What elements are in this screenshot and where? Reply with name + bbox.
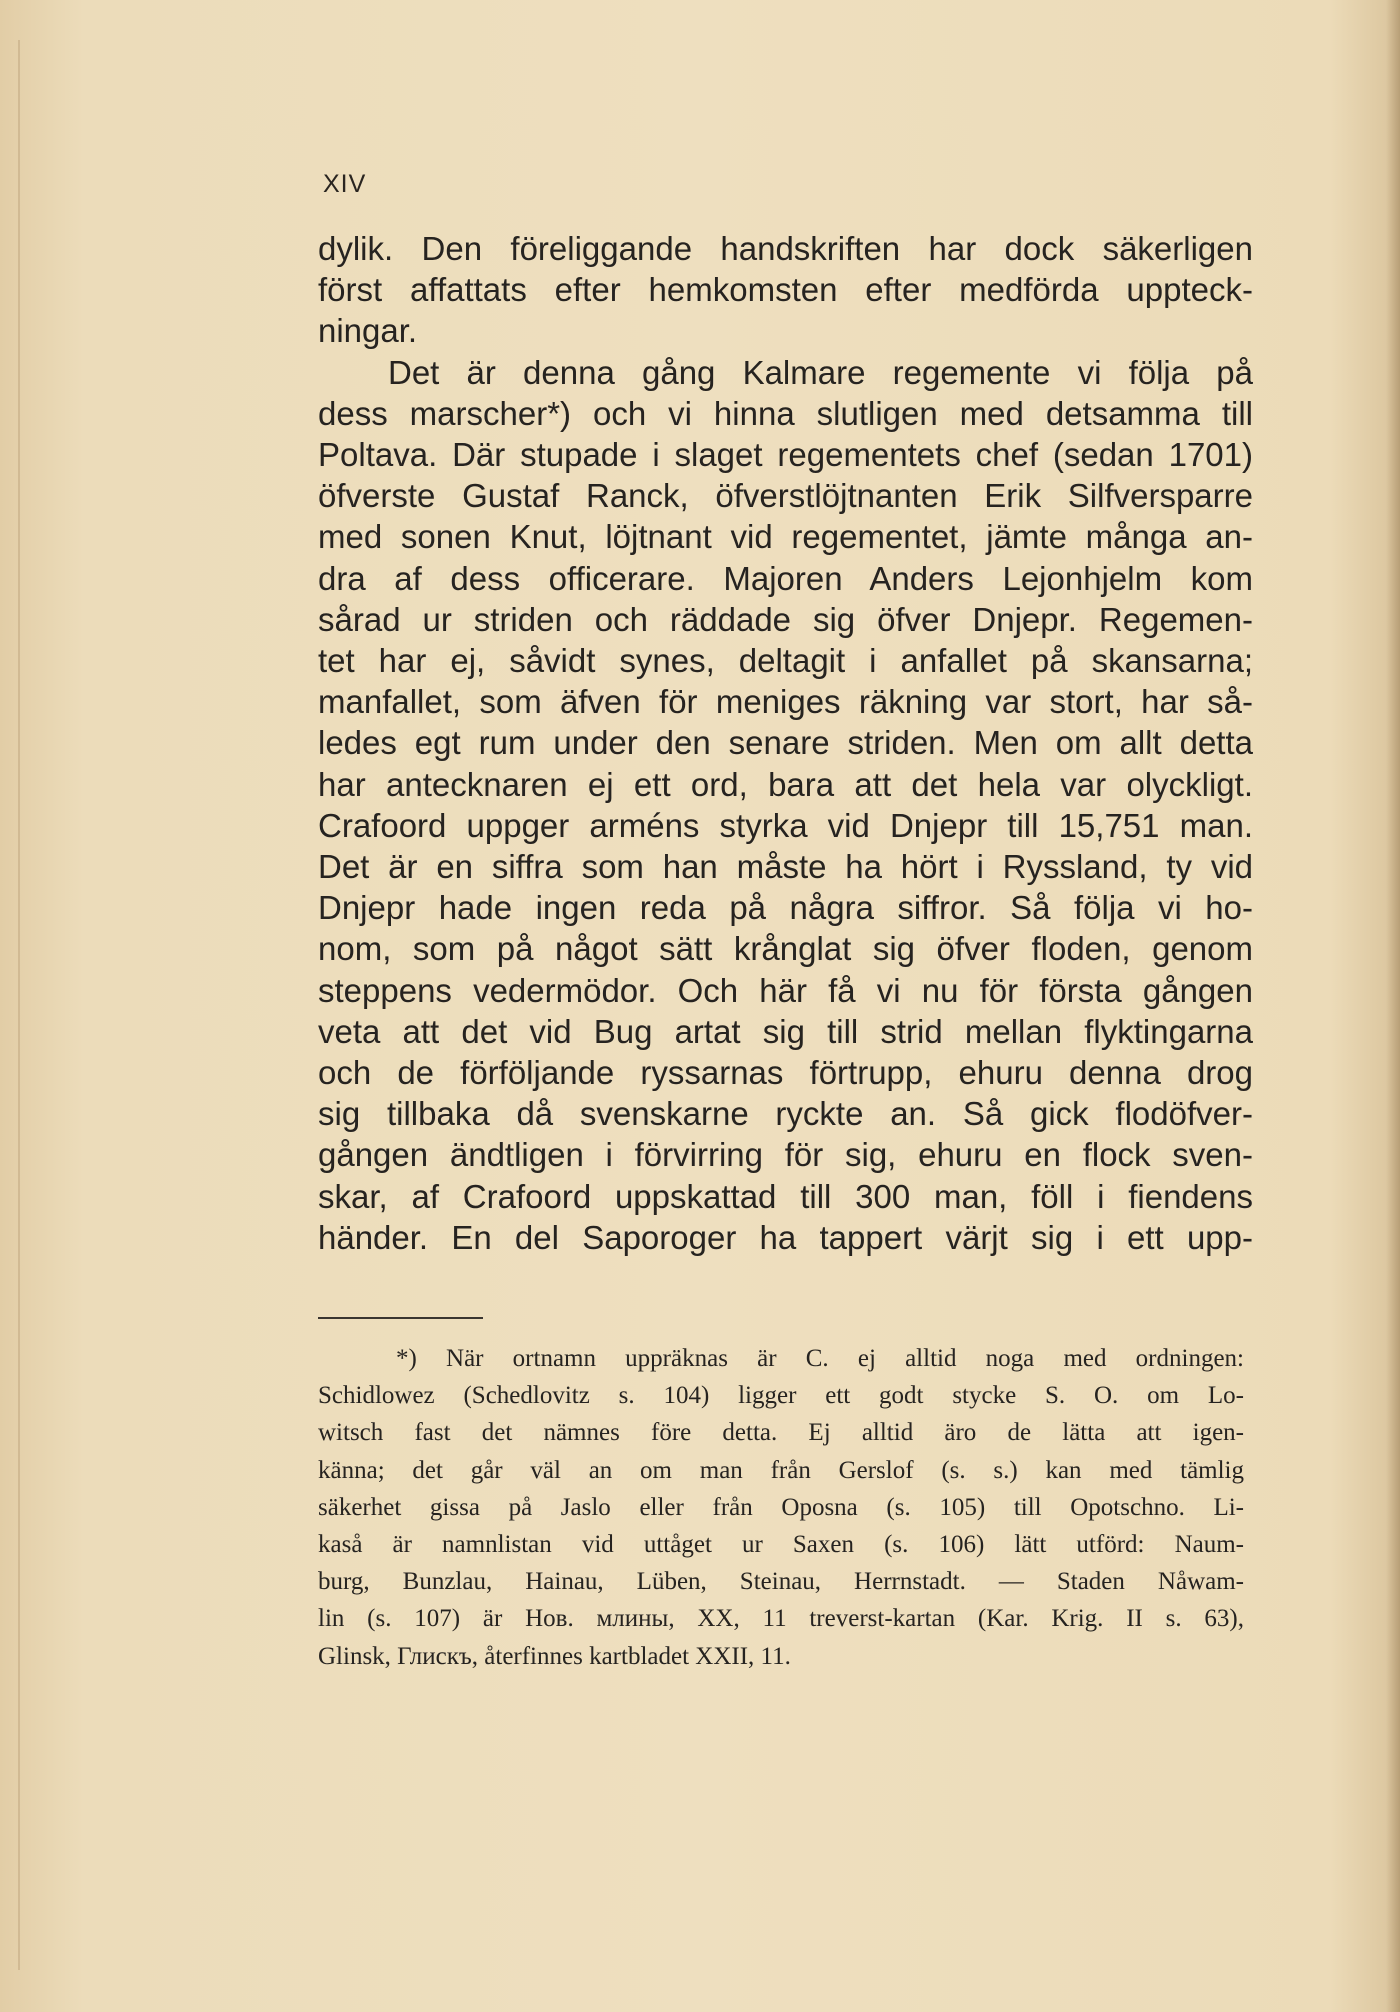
body-line: gången ändtligen i förvirring för sig, ehuru en flock sven-: [318, 1136, 1253, 1174]
body-line: med sonen Knut, löjtnant vid regementet, jämte många an-: [318, 518, 1253, 556]
footnote: [318, 1340, 1244, 1675]
footnote-divider: [318, 1317, 483, 1319]
page-number: XIV: [323, 170, 367, 198]
body-line: först affattats efter hemkomsten efter medförda uppteck-: [318, 271, 1253, 309]
page-binding-edge: [18, 40, 20, 1970]
footnote-line: kaså är namnlistan vid uttåget ur Saxen (s. 106) lätt utförd: Naum-: [318, 1531, 1244, 1559]
body-line: Det är en siffra som han måste ha hört i Ryssland, ty vid: [318, 848, 1253, 886]
body-line: händer. En del Saporoger ha tappert värjt sig i ett upp-: [318, 1218, 1253, 1256]
body-line: nom, som på något sätt krånglat sig öfver floden, genom: [318, 930, 1253, 968]
body-line: sig tillbaka då svenskarne ryckte an. Så gick flodöfver-: [318, 1095, 1253, 1133]
body-line: veta att det vid Bug artat sig till strid mellan flyktingarna: [318, 1012, 1253, 1050]
body-line: och de förföljande ryssarnas förtrupp, ehuru denna drog: [318, 1054, 1253, 1092]
body-line: Poltava. Där stupade i slaget regementets chef (sedan 1701): [318, 436, 1253, 474]
body-line: Dnjepr hade ingen reda på några siffror. Så följa vi ho-: [318, 889, 1253, 927]
body-line: dra af dess officerare. Majoren Anders Lejonhjelm kom: [318, 559, 1253, 597]
body-line: dess marscher*) och vi hinna slutligen med detsamma till: [318, 394, 1253, 432]
page-outer-edge: [1386, 0, 1400, 2012]
body-line: sårad ur striden och räddade sig öfver Dnjepr. Regemen-: [318, 600, 1253, 638]
body-line: skar, af Crafoord uppskattad till 300 man, föll i fiendens: [318, 1177, 1253, 1215]
footnote-line: Glinsk, Глискъ, återfinnes kartbladet XXII, 11.: [318, 1642, 791, 1670]
body-line: ningar.: [318, 312, 418, 350]
footnote-line: lin (s. 107) är Нов. млины, XX, 11 treverst-kartan (Kar. Krig. II s. 63),: [318, 1605, 1244, 1633]
body-line: dylik. Den föreliggande handskriften har dock säkerligen: [318, 230, 1253, 267]
footnote-line: Schidlowez (Schedlovitz s. 104) ligger ett godt stycke S. O. om Lo-: [318, 1382, 1244, 1410]
body-line: steppens vedermödor. Och här få vi nu för första gången: [318, 971, 1253, 1009]
footnote-line: witsch fast det nämnes före detta. Ej alltid äro de lätta att igen-: [318, 1419, 1244, 1447]
footnote-line: burg, Bunzlau, Hainau, Lüben, Steinau, Herrnstadt. — Staden Nåwam-: [318, 1568, 1244, 1596]
body-line: Det är denna gång Kalmare regemente vi följa på: [388, 353, 1253, 391]
body-line: har antecknaren ej ett ord, bara att det hela var olyckligt.: [318, 765, 1253, 803]
body-line: manfallet, som äfven för meniges räkning var stort, har så-: [318, 683, 1253, 721]
body-text: [318, 228, 1253, 1258]
body-line: öfverste Gustaf Ranck, öfverstlöjtnanten Erik Silfversparre: [318, 477, 1253, 515]
body-line: Crafoord uppger arméns styrka vid Dnjepr till 15,751 man.: [318, 806, 1253, 844]
footnote-line: *) När ortnamn uppräknas är C. ej alltid noga med ordningen:: [396, 1345, 1244, 1372]
footnote-line: säkerhet gissa på Jaslo eller från Oposna (s. 105) till Opotschno. Li-: [318, 1493, 1244, 1521]
body-line: ledes egt rum under den senare striden. Men om allt detta: [318, 724, 1253, 762]
footnote-line: känna; det går väl an om man från Gerslof (s. s.) kan med tämlig: [318, 1456, 1244, 1484]
body-line: tet har ej, såvidt synes, deltagit i anfallet på skansarna;: [318, 642, 1253, 680]
